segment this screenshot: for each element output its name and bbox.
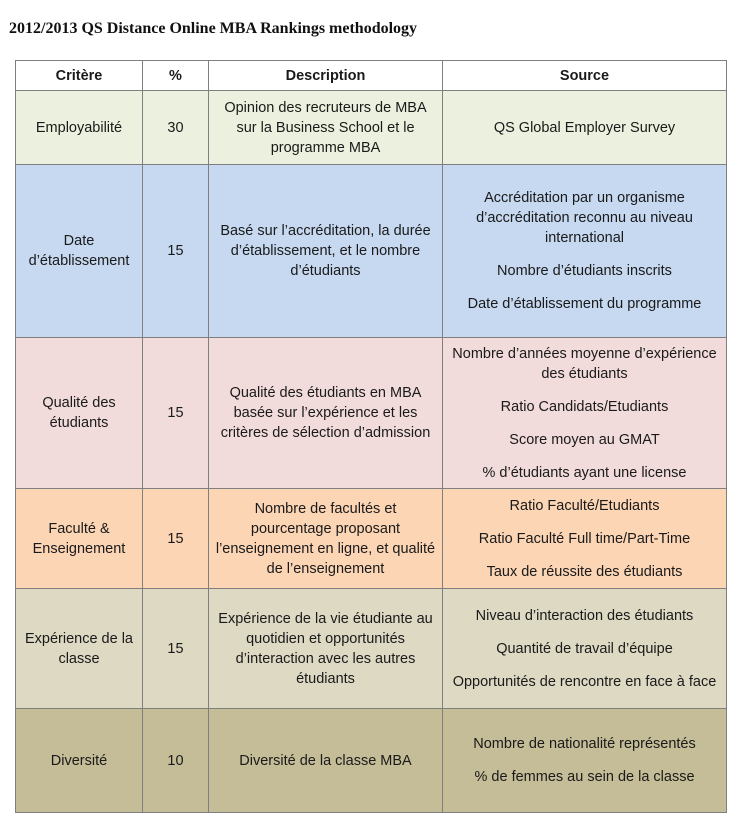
source-item: Accréditation par un organisme d’accréditation reconnu au niveau international — [476, 190, 693, 246]
page-title: 2012/2013 QS Distance Online MBA Rankings methodology — [9, 20, 418, 37]
table-row — [16, 709, 727, 813]
source-item: Taux de réussite des étudiants — [486, 563, 683, 580]
source-item: Nombre d’étudiants inscrits — [497, 263, 672, 279]
header-source: Source — [443, 61, 727, 91]
header-critere: Critère — [16, 61, 143, 91]
source-item: Ratio Faculté/Etudiants — [509, 497, 660, 514]
cell-critere: Faculté & Enseignement — [16, 489, 143, 589]
cell-critere: Expérience de la classe — [16, 589, 143, 709]
cell-source — [443, 709, 727, 813]
cell-critere: Date d’établissement — [16, 165, 143, 338]
cell-source — [443, 91, 727, 165]
cell-description: Diversité de la classe MBA — [209, 709, 443, 813]
source-item: Nombre d’années moyenne d’expérience des étudiants — [452, 345, 717, 382]
cell-critere: Employabilité — [16, 91, 143, 165]
cell-description: Qualité des étudiants en MBA basée sur l’expérience et les critères de sélection d’admission — [209, 338, 443, 489]
cell-percent: 15 — [143, 489, 209, 589]
cell-description: Basé sur l’accréditation, la durée d’établissement, et le nombre d’étudiants — [209, 165, 443, 338]
cell-description: Expérience de la vie étudiante au quotidien et opportunités d’interaction avec les autres étudiants — [209, 589, 443, 709]
cell-critere: Qualité des étudiants — [16, 338, 143, 489]
cell-source — [443, 589, 727, 709]
source-item: Score moyen au GMAT — [509, 431, 660, 448]
table-row — [16, 589, 727, 709]
table-row — [16, 91, 727, 165]
cell-description: Nombre de facultés et pourcentage proposant l’enseignement en ligne, et qualité de l’enseignement — [209, 489, 443, 589]
source-item: Ratio Faculté Full time/Part-Time — [478, 530, 691, 547]
header-description: Description — [209, 61, 443, 91]
cell-description: Opinion des recruteurs de MBA sur la Business School et le programme MBA — [209, 91, 443, 165]
cell-percent: 10 — [143, 709, 209, 813]
methodology-table — [15, 60, 727, 813]
cell-critere: Diversité — [16, 709, 143, 813]
header-percent: % — [143, 61, 209, 91]
cell-percent: 15 — [143, 338, 209, 489]
table-row — [16, 338, 727, 489]
table-row — [16, 489, 727, 589]
source-item: Quantité de travail d’équipe — [496, 640, 673, 657]
cell-source — [443, 338, 727, 489]
cell-percent: 15 — [143, 165, 209, 338]
table-row — [16, 165, 727, 338]
cell-source — [443, 165, 727, 338]
cell-source — [443, 489, 727, 589]
cell-percent: 30 — [143, 91, 209, 165]
table-header-row — [16, 61, 727, 91]
source-item: Ratio Candidats/Etudiants — [500, 398, 669, 415]
source-item: Niveau d’interaction des étudiants — [475, 607, 694, 624]
source-item: % de femmes au sein de la classe — [474, 769, 695, 785]
cell-percent: 15 — [143, 589, 209, 709]
source-item: QS Global Employer Survey — [493, 119, 676, 136]
source-item: Nombre de nationalité représentés — [473, 736, 696, 752]
source-item: Opportunités de rencontre en face à face — [452, 673, 717, 690]
source-item: % d’étudiants ayant une license — [482, 464, 687, 481]
source-item: Date d’établissement du programme — [467, 296, 702, 312]
